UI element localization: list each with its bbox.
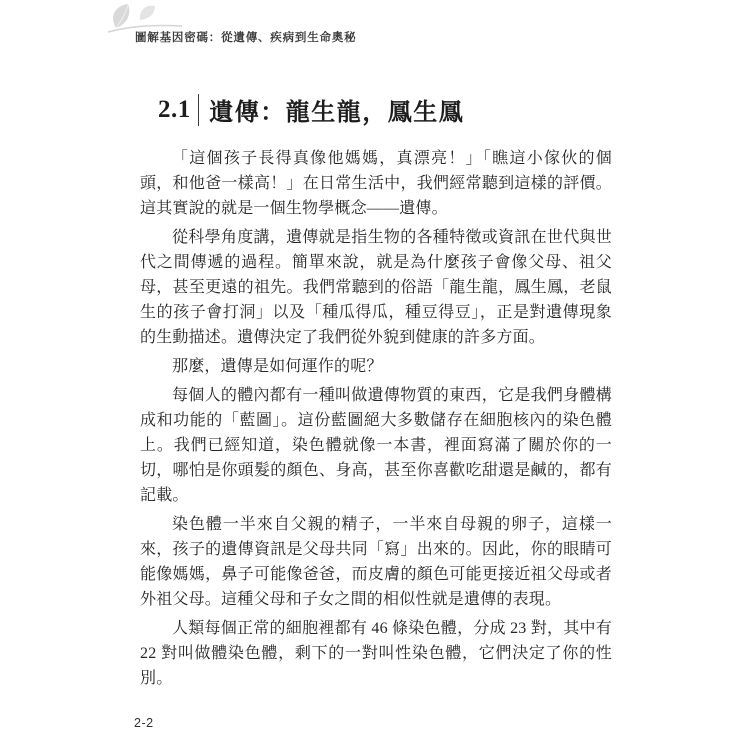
section-number: 2.1 [158,95,191,123]
running-head-book-title: 圖解基因密碼：從遺傳、疾病到生命奧秘 [135,32,357,44]
paragraph-4: 每個人的體內都有一種叫做遺傳物質的東西，它是我們身體構成和功能的「藍圖」。這份藍圖絕大多數儲存在細胞核內的染色體上。我們已經知道，染色體就像一本書，裡面寫滿了關於你的一切，哪怕是你頭髮的顏色、身高，甚至你喜歡吃甜還是鹹的，都有記載。 [140,387,612,504]
paragraph-3: 那麼，遺傳是如何運作的呢？ [172,358,383,375]
section-heading [158,92,464,127]
section-title: 遺傳：龍生龍，鳳生鳳 [209,100,465,126]
body-text-block [140,146,612,695]
paragraph-6: 人類每個正常的細胞裡都有 46 條染色體，分成 23 對，其中有 22 對叫做體染色體，剩下的一對叫性染色體，它們決定了你的性別。 [140,620,612,687]
heading-divider [198,94,200,126]
page-number: 2-2 [134,716,154,730]
paragraph-5: 染色體一半來自父親的精子，一半來自母親的卵子，這樣一來，孩子的遺傳資訊是父母共同「寫」出來的。因此，你的眼睛可能像媽媽，鼻子可能像爸爸，而皮膚的顏色可能更接近祖父母或者外祖父母。這種父母和子女之間的相似性就是遺傳的表現。 [140,516,612,608]
paragraph-2: 從科學角度講，遺傳就是指生物的各種特徵或資訊在世代與世代之間傳遞的過程。簡單來說，就是為什麼孩子會像父母、祖父母，甚至更遠的祖先。我們常聽到的俗語「龍生龍，鳳生鳳，老鼠生的孩子會打洞」以及「種瓜得瓜，種豆得豆」，正是對遺傳現象的生動描述。遺傳決定了我們從外貌到健康的許多方面。 [140,229,612,346]
paragraph-1: 「這個孩子長得真像他媽媽，真漂亮！」「瞧這小傢伙的個頭，和他爸一樣高！」在日常生活中，我們經常聽到這樣的評價。這其實說的就是一個生物學概念——遺傳。 [140,150,612,217]
